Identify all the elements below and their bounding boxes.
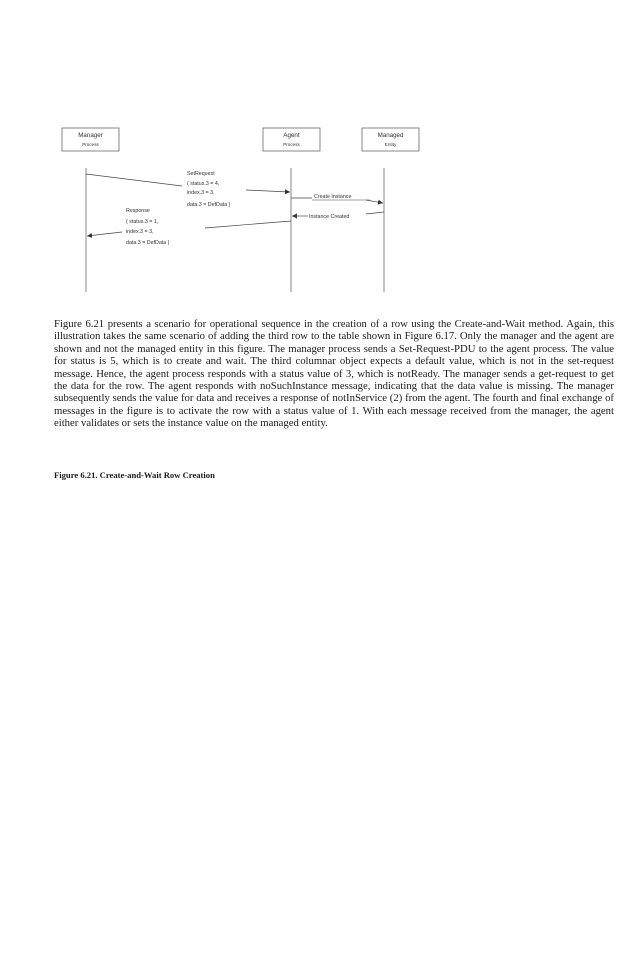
svg-text:data.3 = DefData ): data.3 = DefData ) xyxy=(126,240,170,246)
svg-text:( status.3 = 1,: ( status.3 = 1, xyxy=(126,219,159,225)
svg-text:( status.3 = 4,: ( status.3 = 4, xyxy=(187,181,220,187)
manager-subtitle: Process xyxy=(82,142,99,147)
set-request-label xyxy=(187,171,231,208)
body-paragraph: Figure 6.21 presents a scenario for operational sequence in the creation of a row using the Create-and-Wait method. Again, this illustration takes the same scenario of adding the third row to the table shown in Figure 6.17. Only the manager and the agent are shown and not the managed entity in this figure. The manager process sends a Set-Request-PDU to the agent process. The value for status is 5, which is to create and wait. The third columnar object expects a default value, which is not in the set-request message. Hence, the agent process responds with a status value of 3, which is notReady. The manager sends a get-request to get the data for the row. The agent responds with noSuchInstance message, indicating that the data value is missing. The manager subsequently sends the value for data and receives a response of notInService (2) from the agent. The fourth and final exchange of messages in the figure is to activate the row with a status value of 1. With each message received from the manager, the agent either validates or sets the instance value on the managed entity. xyxy=(54,318,614,430)
instance-created-label: Instance Created xyxy=(309,214,350,220)
response-arrow-tail xyxy=(87,232,122,236)
agent-title: Agent xyxy=(283,132,300,139)
figure-caption: Figure 6.21. Create-and-Wait Row Creation xyxy=(54,470,215,480)
response-arrow xyxy=(205,221,291,228)
create-instance-arrow-head xyxy=(366,200,383,203)
svg-text:index.3 = 3,: index.3 = 3, xyxy=(187,190,215,196)
manager-title: Manager xyxy=(78,132,103,139)
entity-subtitle: Entity xyxy=(384,142,397,147)
svg-text:data.3 = DefData ): data.3 = DefData ) xyxy=(187,202,231,208)
set-request-arrow-tail xyxy=(246,190,290,192)
agent-subtitle: Process xyxy=(283,142,300,147)
entity-title: Managed xyxy=(377,132,404,139)
response-label xyxy=(126,208,170,246)
svg-text:SetRequest: SetRequest xyxy=(187,171,215,177)
sequence-diagram xyxy=(0,0,638,300)
svg-text:Response: Response xyxy=(126,208,150,214)
managed-entity-box xyxy=(362,128,419,151)
svg-text:index.3 = 3,: index.3 = 3, xyxy=(126,229,154,235)
create-instance-label: Create Instance xyxy=(314,194,352,200)
agent-process-box xyxy=(263,128,320,151)
instance-created-arrow xyxy=(366,212,384,214)
set-request-arrow xyxy=(86,174,182,186)
manager-process-box xyxy=(62,128,119,151)
